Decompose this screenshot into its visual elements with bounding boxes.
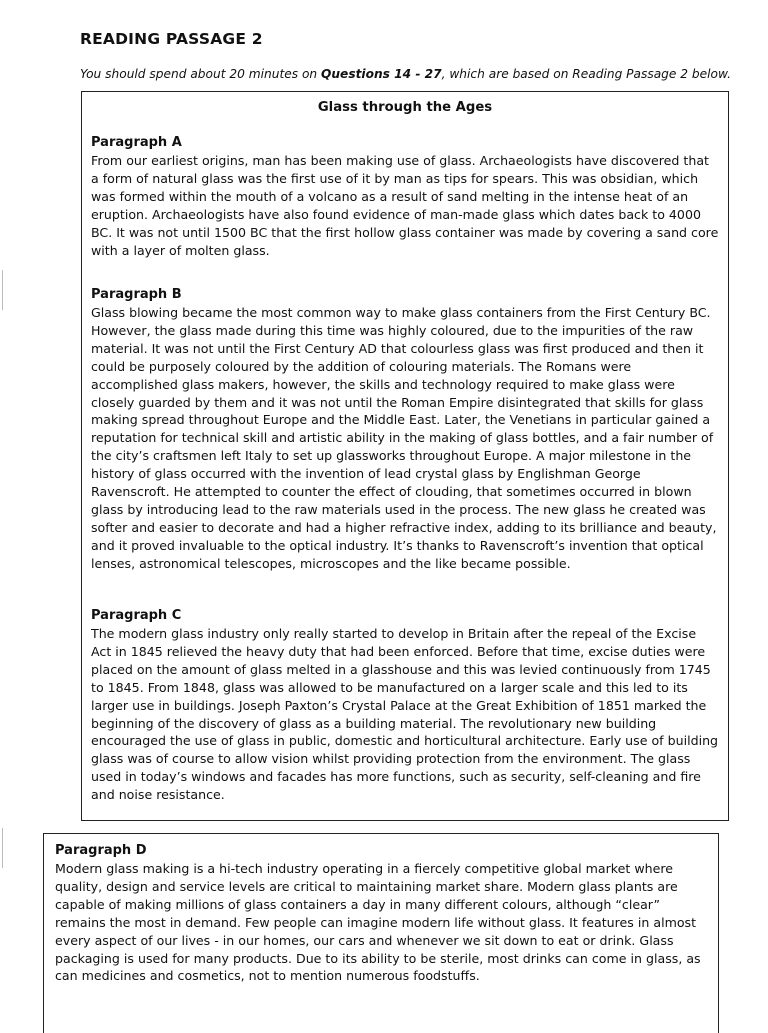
paragraph-d-box (43, 833, 719, 1033)
paragraph-a (91, 134, 720, 259)
instruction-before: You should spend about 20 minutes on (80, 67, 322, 81)
passage-box (81, 91, 729, 821)
paragraph-b-text: Glass blowing became the most common way to make glass containers from the First Century BC. However, the glass made during this time was highly coloured, due to the impurities of the raw material. It was not until the First Century AD that colourless glass was first produced and then it could be purposely coloured by the addition of colouring materials. The Romans were accomplished glass makers, however, the skills and technology required to make glass were closely guarded by them and it was not until the Roman Empire disintegrated that skills for glass making spread throughout Europe and the Middle East. Later, the Venetians in particular gained a reputation for technical skill and artistic ability in the making of glass bottles, and a fair number of the city’s craftsmen left Italy to set up glassworks throughout Europe. A major milestone in the history of glass occurred with the invention of lead crystal glass by Englishman George Ravenscroft. He attempted to counter the effect of clouding, that sometimes occurred in blown glass by introducing lead to the raw materials used in the process. The new glass he created was softer and easier to decorate and had a higher refractive index, adding to its brilliance and beauty, and it proved invaluable to the optical industry. It’s thanks to Ravenscroft’s invention that optical lenses, astronomical telescopes, microscopes and the like became possible. (91, 305, 717, 571)
passage-title: Glass through the Ages (317, 100, 493, 115)
paragraph-d-heading: Paragraph D (55, 843, 147, 858)
paragraph-d (55, 842, 708, 985)
paragraph-d-text: Modern glass making is a hi-tech industry operating in a fiercely competitive global market where quality, design and service levels are critical to maintaining market share. Modern glass plants are capable of making millions of glass containers a day in many different colours, although “clear” remains the most in demand. Few people can imagine modern life without glass. It features in almost every aspect of our lives - in our homes, our cars and whenever we sit down to eat or drink. Glass packaging is used for many products. Due to its ability to be sterile, most drinks can come in glass, as can medicines and cosmetics, not to mention numerous foodstuffs. (55, 861, 701, 984)
left-edge-mark (2, 270, 3, 310)
left-edge-mark-2 (2, 828, 3, 868)
paragraph-c (91, 607, 720, 804)
paragraph-c-text: The modern glass industry only really started to develop in Britain after the repeal of the Excise Act in 1845 relieved the heavy duty that had been enforced. Before that time, excise duties were placed on the amount of glass melted in a glasshouse and this was levied continuously from 1745 to 1845. From 1848, glass was allowed to be manufactured on a larger scale and this led to its larger use in buildings. Joseph Paxton’s Crystal Palace at the Great Exhibition of 1851 marked the beginning of the discovery of glass as a building material. The revolutionary new building encouraged the use of glass in public, domestic and horticultural architecture. Early use of building glass was of course to allow vision whilst providing protection from the environment. The glass used in today’s windows and facades has more functions, such as security, self-cleaning and fire and noise resistance. (91, 626, 719, 803)
instruction-questions: Questions 14 - 27 (321, 67, 442, 81)
paragraph-a-heading: Paragraph A (91, 135, 182, 150)
paragraph-c-heading: Paragraph C (91, 608, 182, 623)
instruction-after: , which are based on Reading Passage 2 below. (441, 67, 732, 81)
paragraph-a-text: From our earliest origins, man has been making use of glass. Archaeologists have discovered that a form of natural glass was the first use of it by man as tips for spears. This was obsidian, which was formed within the mouth of a volcano as a result of sand melting in the intense heat of an eruption. Archaeologists have also found evidence of man-made glass which dates back to 4000 BC. It was not until 1500 BC that the first hollow glass container was made by covering a sand core with a layer of molten glass. (91, 153, 719, 258)
instruction-text (80, 67, 750, 81)
paragraph-b (91, 286, 720, 573)
page-heading: READING PASSAGE 2 (80, 30, 263, 48)
paragraph-b-heading: Paragraph B (91, 287, 182, 302)
